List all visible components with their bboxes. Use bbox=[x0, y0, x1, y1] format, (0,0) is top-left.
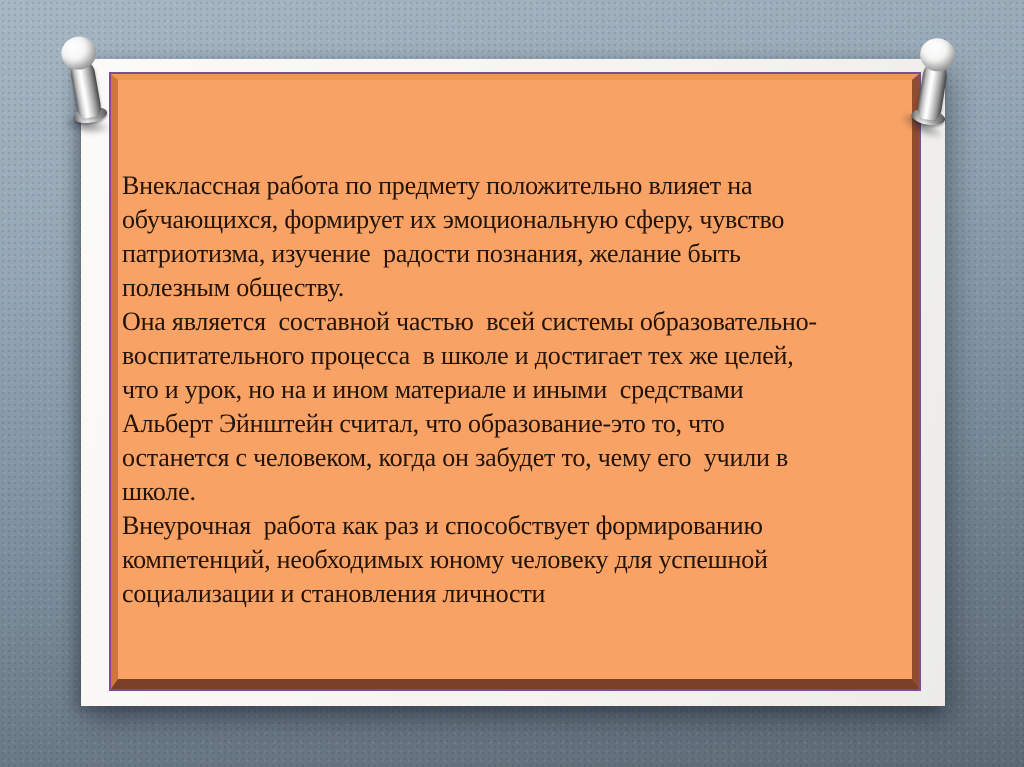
slide-text-line: обучающихся, формирует их эмоциональную сферу, чувство bbox=[122, 205, 785, 234]
pin-body bbox=[916, 62, 948, 121]
slide-text-line: полезным обществу. bbox=[122, 273, 345, 302]
panel-bevel-frame bbox=[111, 74, 919, 689]
slide-text-line: патриотизма, изучение радости познания, желание быть bbox=[122, 239, 741, 268]
slide-text-line: Внеурочная работа как раз и способствует формированию bbox=[122, 511, 763, 540]
slide-text-line: Внеклассная работа по предмету положительно влияет на bbox=[122, 171, 753, 200]
slide-text-line: Она является составной частью всей системы образовательно- bbox=[122, 307, 817, 336]
push-pin-icon bbox=[905, 35, 962, 138]
push-pin-icon bbox=[56, 33, 114, 137]
slide-text-line: Альберт Эйнштейн считал, что образование-это то, что bbox=[122, 409, 725, 438]
slide-text-line: что и урок, но на и ином материале и иными средствами bbox=[122, 375, 744, 404]
slide-text-line: воспитательного процесса в школе и достигает тех же целей, bbox=[122, 341, 794, 370]
slide-text-block bbox=[122, 169, 908, 611]
pinned-paper-sheet bbox=[81, 59, 945, 706]
slide-text-line: школе. bbox=[122, 477, 196, 506]
slide-text-line: компетенций, необходимых юному человеку для успешной bbox=[122, 545, 768, 574]
slide-content-panel bbox=[109, 72, 921, 691]
slide-text-line: социализации и становления личности bbox=[122, 579, 546, 608]
slide-text-line: останется с человеком, когда он забудет то, чему его учили в bbox=[122, 443, 789, 472]
